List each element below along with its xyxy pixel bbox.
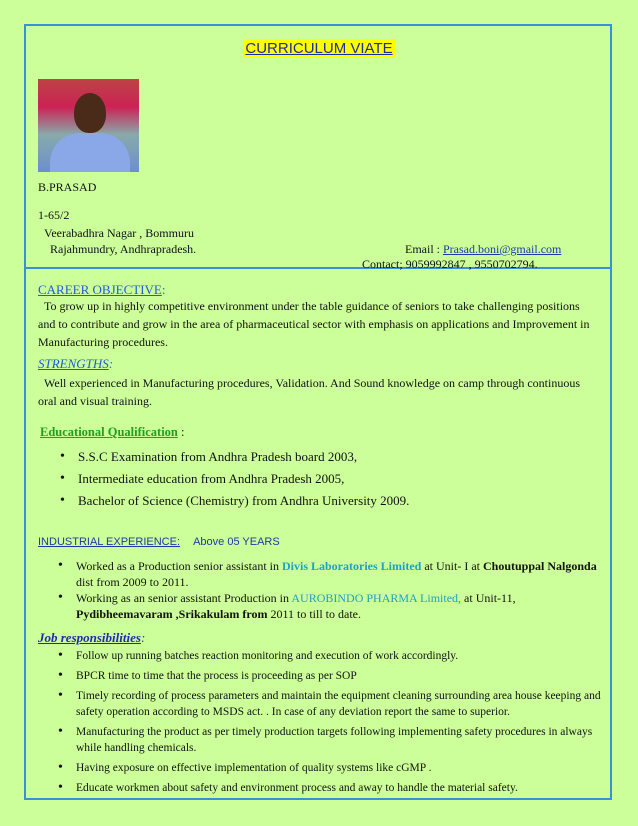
education-heading: Educational Qualification : <box>40 425 185 439</box>
strengths-heading: STRENGTHS: <box>38 356 114 371</box>
list-item: • Follow up running batches reaction monitoring and execution of work accordingly. <box>76 648 602 664</box>
experience-list <box>76 558 597 622</box>
list-item: • Timely recording of process parameters and maintain the equipment cleaning surrounding area house keeping and safety operation according to MSDS act. . In case of any deviation report the same to superior. <box>76 688 602 720</box>
list-item: • Bachelor of Science (Chemistry) from Andhra University 2009. <box>78 490 409 512</box>
list-item: • Working as an senior assistant Production in AUROBINDO PHARMA Limited, at Unit-11, Pydibheemavaram ,Srikakulam from 2011 to till to date. <box>76 590 597 622</box>
address-line-3: Rajahmundry, Andhrapradesh. <box>50 242 197 256</box>
strengths-text: Well experienced in Manufacturing procedures, Validation. And Sound knowledge on camp through continuous oral and visual training. <box>38 376 581 408</box>
document-title: CURRICULUM VIATE <box>245 40 393 57</box>
profile-photo <box>38 79 139 172</box>
list-item: • Manufacturing the product as per timely production targets following implementing safety procedures in always while handling chemicals. <box>76 724 602 756</box>
list-item: • Educate workmen about safety and environment process and away to handle the material safety. <box>76 780 602 796</box>
education-list <box>78 446 409 512</box>
address-line-2: Veerabadhra Nagar , Bommuru <box>44 226 194 240</box>
email-line <box>405 242 561 256</box>
responsibilities-heading: Job responsibilities: <box>38 630 146 645</box>
responsibilities-list <box>76 648 602 796</box>
email-link[interactable]: Prasad.boni@gmail.com <box>443 242 562 256</box>
email-label: Email : <box>405 242 440 256</box>
list-item: • Intermediate education from Andhra Pradesh 2005, <box>78 468 409 490</box>
address-line-1: 1-65/2 <box>38 208 70 222</box>
list-item: • Having exposure on effective implementation of quality systems like cGMP . <box>76 760 602 776</box>
career-text: To grow up in highly competitive environment under the table guidance of seniors to take challenging positions and to contribute and grow in the area of pharmaceutical sector with emphasis on applications and Improvement in Manufacturing procedures. <box>38 299 590 349</box>
career-heading: CAREER OBJECTIVE: <box>38 282 166 297</box>
candidate-name: B.PRASAD <box>38 180 97 194</box>
industrial-heading: INDUSTRIAL EXPERIENCE: Above 05 YEARS <box>38 536 280 548</box>
list-item: • Worked as a Production senior assistant in Divis Laboratories Limited at Unit- I at Choutuppal Nalgonda dist from 2009 to 2011. <box>76 558 597 590</box>
list-item: • S.S.C Examination from Andhra Pradesh board 2003, <box>78 446 409 468</box>
list-item: • BPCR time to time that the process is proceeding as per SOP <box>76 668 602 684</box>
contact-line: Contact; 9059992847 , 9550702794. <box>362 257 538 271</box>
